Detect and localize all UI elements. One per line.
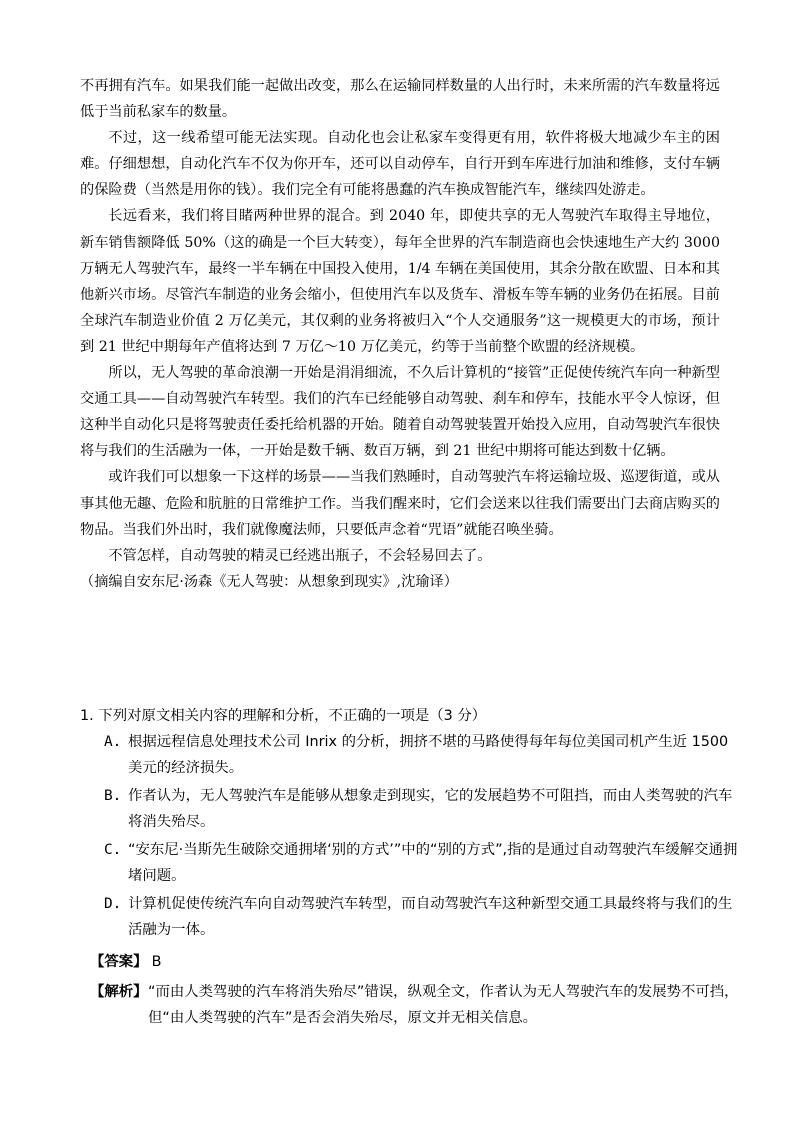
passage-paragraph: 所以，无人驾驶的革命浪潮一开始是涓涓细流，不久后计算机的“接管”正促使传统汽车向一种新型交通工具——自动驾驶汽车转型。我们的汽车已经能够自动驾驶、刹车和停车，技能水平令人惊讶，但这种半自动化只是将驾驶责任委托给机器的开始。随着自动驾驶装置开始投入应用，自动驾驶汽车很快将与我们的生活融为一体，一开始是数千辆、数百万辆，到 21 世纪中期将可能达到数十亿辆。 [80, 365, 720, 460]
analysis-section [90, 979, 740, 1031]
analysis-text: “而由人类驾驶的汽车将消失殆尽”错误，纵观全文，作者认为无人驾驶汽车的发展势不可挡，但“由人类驾驶的汽车”是否会消失殆尽，原文并无相关信息。 [148, 984, 739, 1026]
answer-line [90, 949, 740, 975]
option-d [80, 891, 740, 943]
passage-paragraph: 或许我们可以想象一下这样的场景——当我们熟睡时，自动驾驶汽车将运输垃圾、巡逻街道，或从事其他无趣、危险和肮脏的日常维护工作。当我们醒来时，它们会送来以往我们需要出门去商店购买的物品。当我们外出时，我们就像魔法师，只要低声念着“咒语”就能召唤坐骑。 [80, 469, 720, 538]
option-a [80, 729, 740, 781]
answer-value: B [151, 954, 162, 970]
answer-options [80, 729, 740, 943]
passage-paragraph: 不再拥有汽车。如果我们能一起做出改变，那么在运输同样数量的人出行时，未来所需的汽车数量将远低于当前私家车的数量。 [80, 78, 720, 121]
option-c [80, 837, 740, 889]
passage-paragraph: 不管怎样，自动驾驶的精灵已经逃出瓶子，不会轻易回去了。 [108, 547, 492, 564]
passage-paragraph: 不过，这一线希望可能无法实现。自动化也会让私家车变得更有用，软件将极大地减少车主的困难。仔细想想，自动化汽车不仅为你开车，还可以自动停车，自行开到车库进行加油和维修，支付车辆的保险费（当然是用你的钱）。我们完全有可能将愚蠢的汽车换成智能汽车，继续四处游走。 [80, 130, 720, 199]
passage-source: （摘编自安东尼·汤森《无人驾驶：从想象到现实》,沈瑜译） [80, 573, 458, 590]
option-letter: A. [104, 734, 122, 750]
reading-passage [80, 73, 720, 595]
option-letter: D. [104, 896, 122, 912]
option-b [80, 783, 740, 835]
answer-label: 【答案】 [90, 954, 148, 970]
option-text: 作者认为，无人驾驶汽车是能够从想象走到现实，它的发展趋势不可阻挡，而由人类驾驶的汽车将消失殆尽。 [128, 788, 733, 830]
option-text: “安东尼·当斯先生破除交通拥堵‘别的方式’”中的“别的方式”,指的是通过自动驾驶汽车缓解交通拥堵问题。 [128, 842, 738, 884]
option-text: 根据远程信息处理技术公司 Inrix 的分析，拥挤不堪的马路使得每年每位美国司机产生近 1500 美元的经济损失。 [128, 734, 729, 776]
passage-paragraph: 长远看来，我们将目睹两种世界的混合。到 2040 年，即使共享的无人驾驶汽车取得主导地位，新车销售额降低 50%（这的确是一个巨大转变），每年全世界的汽车制造商也会快速地生产大约 3000 万辆无人驾驶汽车，最终一半车辆在中国投入使用，1/4 车辆在美国使用，其余分散在欧盟、日本和其他新兴市场。尽管汽车制造的业务会缩小，但使用汽车以及货车、滑板车等车辆的业务仍在拓展。目前全球汽车制造业价值 2 万亿美元，其仅剩的业务将被归入“个人交通服务”这一规模更大的市场，预计到 21 世纪中期每年产值将达到 7 万亿～10 万亿美元，约等于当前整个欧盟的经济规模。 [80, 208, 720, 355]
option-letter: B. [104, 788, 122, 804]
question-stem: 1. 下列对原文相关内容的理解和分析，不正确的一项是（3 分） [80, 708, 487, 724]
option-text: 计算机促使传统汽车向自动驾驶汽车转型，而自动驾驶汽车这种新型交通工具最终将与我们的生活融为一体。 [128, 896, 733, 938]
option-letter: C. [104, 842, 122, 858]
question-block [80, 703, 740, 1031]
analysis-label: 【解析】 [90, 984, 148, 1000]
